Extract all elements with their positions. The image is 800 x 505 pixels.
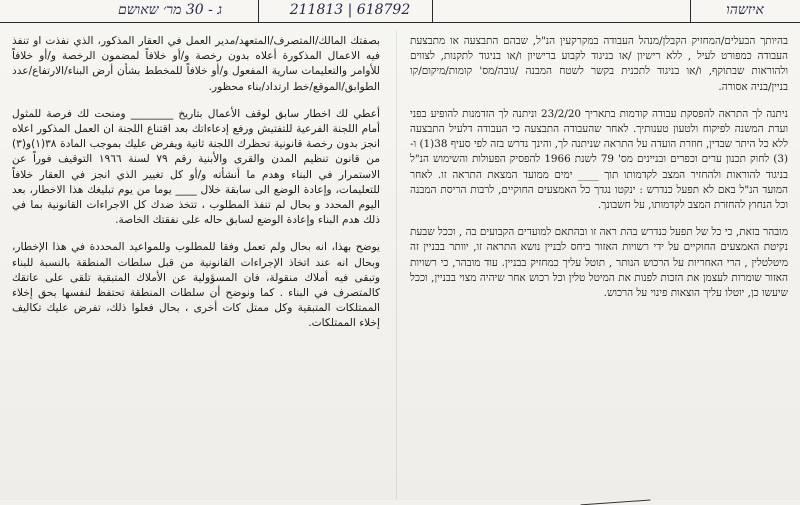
header-divider — [690, 0, 691, 22]
header-cell-mid: 211813 | 618792 — [289, 2, 411, 18]
arabic-column — [12, 34, 380, 504]
hebrew-paragraph-2: ניתנה לך התראה להפסקת עבודה קודמות בתאריך 23/2/20 וניתנה לך הזדמנות להופיע בפני ועדת המשנה לפיקוח ולטעון טענותיך. לאחר שהעבודה התבצעה כי העבודה דלעיל התבצעה ללא כל היתר שבדין, חוזרת הועדה על התראה שניתנה לך, והינך נדרש בזה לפי סעיף 38(1) ו-(3) לחוק תכנון ערים וכפרים ובניינים מס' 79 לשנת 1966 להפסיק הפעולות והשימוש הנ"ל בניגוד להוראות ולהחזיר המצב לקדמותו תוך ____ ימים ממועד המצאת התראה זו. לאחר המועד הנ"ל באם לא תפעל כנדרש : ינקטו נגדך כל האמצעים החוקיים, לרבות הריסת המבנה וכל הנחוץ להחזרת המצב לקדמותו, על חשבונך. — [410, 107, 788, 212]
hebrew-paragraph-3: מובהר בזאת, כי כל של תפעל כנדרש בהת ראה זו ובהתאם למועדים הקבועים בה , וככל שבעת נקיטת האמצעים החוקיים על ידי רשויות האזור ביחס לבניין נושא התראה זו, יוותר בבניין זה מיטלטלין , הרי האחריות על הרכוש הנותר , תוטל עליך כמחזיק בבניין. עוד מובהר, כי רשויות האזור שומרות לעצמן את הזכות לפנות את המיטל טלין וכל רכוש אחר שיהיה מצוי בבניין, וככל שיעשו כן, יוטלו עליך הוצאות פינוי על הרכוש. — [410, 226, 788, 300]
arabic-paragraph-1: بصفتك المالك/المتصرف/المتعهد/مدير العمل في العقار المذكور، الذي نفذت او تنفذ فيه الاعمال المذكورة أعلاه بدون رخصة و/أو خلافاً لمضمون الرخصة و/أو خلافاً للأوامر والتعليمات سارية المفعول و/أو خلافاً للمخطط بشأن أرض البناء/الارتفاع/عدد الطوابق/الموقع/خط ارتداد/بناء محظور. — [12, 35, 380, 93]
hebrew-paragraph-1: בהיותך הבעלים/המחזיק הקבלן/מנהל העבודה במקרקעין הנ"ל, שבהם התבצעה או מתבצעת העבודה כמפורט לעיל , ללא רישיון /או בניגוד לקבוע ברישיון ו/או בניגוד לתקנות, לצווים ולהוראות שבתוקף, ו/או בניגוד לתכנית בקשר לשטח המבנה /גובה/מס' קומות/מיקום/קו בניין/בניה אסורה. — [410, 35, 788, 93]
arabic-paragraph-2: أعطي لك اخطار سابق لوقف الأعمال بتاريخ ________ ومنحت لك فرصة للمثول أمام اللجنة الفرعية للتفتيش ورفع إدعاءاتك بعد اقتناع اللجنة ان العمل المذكور اعلاه انجز بدون رخصة قانونية تحظرك اللجنة ثانية ويفرض عليك بموجب المادة ٣٨(١)و(٣) من قانون تنظيم المدن والقرى والأبنية رقم ٧٩ لسنة ١٩٦٦ التوقيف فوراً عن الاستمرار في البناء وهدم ما أنشأته و/أو كل تغيير الذي انجز في العقار خلافاً للتعليمات، وإعادة الوضع الى سابقة خلال ____ يوما من يوم تبليغك هذا الاخطار، بعد اليوم المحدد و بحال لم تنفذ المطلوب ، تتخذ ضدك كل الاجراءات القانونية بما في ذلك هدم البناء وإعادة الوضع لسابق حاله على نفقتك الخاصة. — [12, 107, 380, 227]
arabic-paragraph-3: يوضح بهذا، انه بحال ولم تعمل وفقا للمطلوب وللمواعيد المحددة في هذا الإخطار، وبحال انه عند اتخاذ الإجراءات القانونية من قبل سلطات المنطقة بالنسبة للبناء وتبقى فيه أملاك منقولة، فان المسؤولية عن الأملاك المتبقية تلقى على عاتقك كالمتصرف في البناء . كما ونوضح أن سلطات المنطقة تحتفظ لنفسها بحق إخلاء الممتلكات المتبقية وكل ممتل كات أخرى ، بحال فعلوا ذلك، تفرض عليك تكاليف إخلاء الممتلكات. — [12, 241, 380, 330]
column-divider — [396, 30, 397, 500]
header-divider — [432, 0, 433, 22]
header-strip — [0, 0, 800, 23]
header-cell-left: ג - 30 מר׳ שאושם — [118, 2, 222, 18]
header-cell-right: איזשהו — [726, 2, 764, 18]
hebrew-column — [410, 34, 788, 504]
header-divider — [258, 0, 259, 22]
